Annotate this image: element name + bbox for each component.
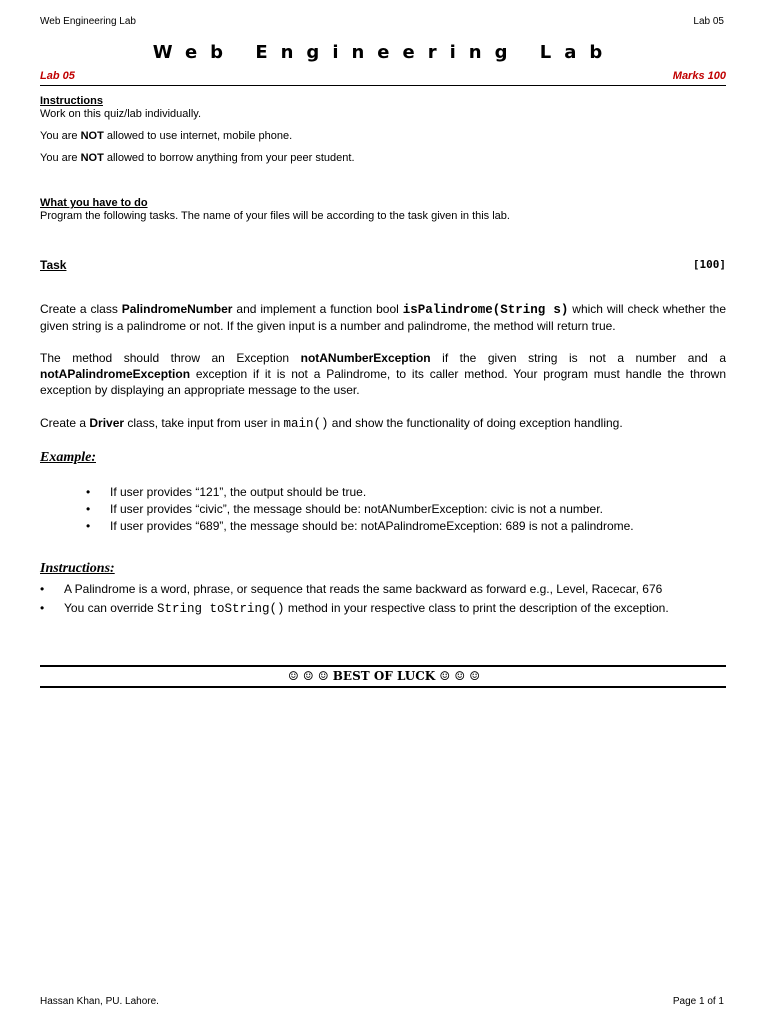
instructions2-heading: Instructions:: [40, 561, 115, 576]
best-of-luck-banner: ☺ ☺ ☺ BEST OF LUCK ☺ ☺ ☺: [287, 669, 481, 683]
divider-top: [40, 665, 726, 667]
task-marks: [100]: [692, 258, 726, 271]
divider-bottom: [40, 686, 726, 688]
example-item: • If user provides “689”, the message should be: notAPalindromeException: 689 is not a palindrome.: [86, 519, 634, 533]
todo-text: Program the following tasks. The name of your files will be according to the task given in this lab.: [40, 210, 510, 222]
lab-number: Lab 05: [40, 70, 75, 82]
running-header-right: Lab 05: [693, 16, 724, 27]
task-paragraph-1: Create a class PalindromeNumber and implement a function bool isPalindrome(String s) which will check whether the given string is a palindrome or not. If the given input is a number and palindrome, the method will return true.: [40, 302, 726, 333]
task-heading: Task: [40, 258, 67, 272]
instructions-section: [40, 95, 355, 165]
lab-marks: Marks 100: [672, 70, 726, 82]
footer-page-number: Page 1 of 1: [672, 996, 724, 1007]
bullet-icon: •: [40, 582, 45, 596]
instruction-line-3: You are NOT allowed to borrow anything from your peer student.: [40, 152, 355, 164]
task-paragraph-3: Create a Driver class, take input from user in main() and show the functionality of doing exception handling.: [40, 416, 623, 431]
bullet-icon: •: [86, 519, 91, 533]
example-item: • If user provides “121”, the output should be true.: [86, 485, 367, 499]
todo-section: [40, 197, 510, 223]
document-title: Web Engineering Lab: [152, 42, 616, 63]
lab-marks-bar: [40, 69, 726, 86]
footer-author: Hassan Khan, PU. Lahore.: [40, 996, 159, 1007]
todo-heading: What you have to do: [40, 197, 148, 209]
bullet-icon: •: [86, 502, 91, 516]
instructions2-item: • You can override String toString() method in your respective class to print the description of the exception.: [40, 601, 669, 616]
task-paragraph-2: The method should throw an Exception notANumberException if the given string is not a number and a notAPalindromeException exception if it is not a Palindrome, to its caller method. Your program must handle the thrown exception by displaying an appropriate message to the user.: [40, 351, 726, 397]
instruction-line-1: Work on this quiz/lab individually.: [40, 108, 202, 120]
bullet-icon: •: [86, 485, 91, 499]
instructions-heading: Instructions: [40, 95, 103, 107]
example-item: • If user provides “civic”, the message should be: notANumberException: civic is not a number.: [86, 502, 603, 516]
bullet-icon: •: [40, 601, 45, 615]
instructions2-item: • A Palindrome is a word, phrase, or sequence that reads the same backward as forward e.g., Level, Racecar, 676: [40, 582, 663, 596]
instruction-line-2: You are NOT allowed to use internet, mobile phone.: [40, 130, 293, 142]
running-header-left: Web Engineering Lab: [40, 16, 136, 27]
example-heading: Example:: [40, 450, 96, 465]
